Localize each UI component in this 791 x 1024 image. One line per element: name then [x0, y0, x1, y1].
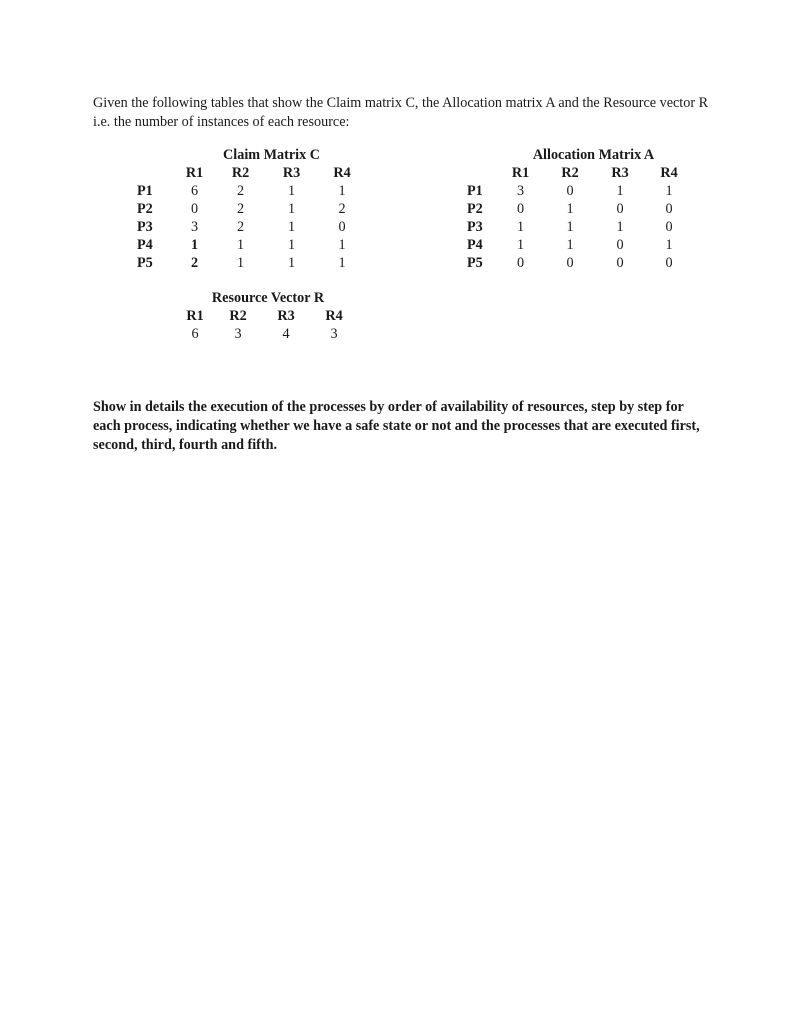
claim-col-header: R1: [185, 165, 204, 181]
claim-row: [137, 254, 368, 272]
allocation-col-header: R4: [660, 165, 678, 181]
claim-cell: 1: [287, 219, 296, 235]
allocation-row-label: P3: [467, 219, 483, 235]
allocation-row-label: P5: [467, 255, 483, 271]
allocation-cell: 1: [516, 237, 525, 253]
claim-cell: 0: [338, 219, 346, 235]
intro-paragraph: Given the following tables that show the Claim matrix C, the Allocation matrix A and the Resource vector R i.e. the number of instances of each resource:: [93, 95, 709, 130]
claim-cell: 1: [236, 237, 245, 253]
claim-cell: 2: [236, 201, 245, 217]
claim-cell: 6: [190, 183, 199, 199]
allocation-row: [467, 200, 692, 218]
allocation-cell: 1: [566, 219, 574, 235]
claim-cell: 1: [287, 183, 296, 199]
allocation-cell: 0: [516, 255, 525, 271]
allocation-col-header: R2: [561, 165, 579, 181]
resource-col-header: R2: [229, 308, 247, 324]
claim-row: [137, 182, 368, 200]
allocation-cell: 0: [616, 237, 624, 253]
allocation-cell: 0: [665, 219, 673, 235]
claim-row: [137, 236, 368, 254]
allocation-row-label: P4: [467, 237, 483, 253]
claim-cell: 1: [338, 183, 346, 199]
allocation-col-header: R3: [611, 165, 629, 181]
allocation-cell: 3: [516, 183, 525, 199]
claim-row-label: P4: [137, 237, 153, 253]
allocation-cell: 1: [516, 219, 525, 235]
allocation-row: [467, 254, 692, 272]
resource-row: [177, 325, 359, 343]
allocation-col-header: R1: [511, 165, 530, 181]
claim-col-header: R4: [333, 165, 351, 181]
resource-cell: 3: [234, 326, 242, 342]
claim-row: [137, 200, 368, 218]
claim-cell: 2: [236, 183, 245, 199]
allocation-row: [467, 236, 692, 254]
claim-cell: 1: [287, 201, 296, 217]
claim-cell: 1: [338, 237, 346, 253]
allocation-cell: 0: [566, 183, 574, 199]
claim-cell: 0: [190, 201, 199, 217]
claim-cell: 2: [190, 255, 199, 271]
claim-col-header: R2: [231, 165, 250, 181]
allocation-row: [467, 182, 692, 200]
allocation-row: [467, 218, 692, 236]
allocation-row-label: P1: [467, 183, 483, 199]
claim-cell: 2: [338, 201, 346, 217]
claim-row-label: P1: [137, 183, 153, 199]
claim-row-label: P3: [137, 219, 153, 235]
claim-row: [137, 218, 368, 236]
allocation-cell: 0: [516, 201, 525, 217]
allocation-cell: 0: [616, 201, 624, 217]
resource-col-header: R3: [277, 308, 295, 324]
allocation-cell: 1: [566, 201, 574, 217]
claim-col-header: R3: [282, 165, 301, 181]
allocation-cell: 1: [665, 183, 673, 199]
resource-col-header: R4: [325, 308, 343, 324]
resource-cell: 6: [191, 326, 199, 342]
claim-matrix-title: Claim Matrix C: [223, 147, 320, 163]
resource-col-header: R1: [186, 308, 204, 324]
allocation-matrix-table: [467, 146, 692, 272]
claim-matrix-table: [137, 146, 368, 272]
claim-cell: 3: [190, 219, 199, 235]
claim-cell: 1: [287, 237, 296, 253]
allocation-cell: 1: [665, 237, 673, 253]
allocation-cell: 1: [566, 237, 574, 253]
claim-cell: 1: [287, 255, 296, 271]
resource-cell: 3: [330, 326, 338, 342]
claim-cell: 1: [236, 255, 245, 271]
claim-row-label: P2: [137, 201, 153, 217]
resource-vector-title: Resource Vector R: [211, 290, 325, 306]
claim-cell: 2: [236, 219, 245, 235]
resource-cell: 4: [282, 326, 290, 342]
allocation-cell: 0: [616, 255, 624, 271]
allocation-cell: 1: [616, 219, 624, 235]
allocation-cell: 0: [665, 201, 673, 217]
allocation-cell: 1: [616, 183, 624, 199]
claim-cell: 1: [190, 237, 199, 253]
allocation-matrix-title: Allocation Matrix A: [532, 147, 655, 163]
task-paragraph: Show in details the execution of the processes by order of availability of resources, step by step for each process, indicating whether we have a safe state or not and the processes that are executed first, second, third, fourth and fifth.: [93, 399, 700, 453]
claim-row-label: P5: [137, 255, 153, 271]
claim-cell: 1: [338, 255, 346, 271]
resource-vector-table: [177, 289, 359, 343]
allocation-row-label: P2: [467, 201, 483, 217]
allocation-cell: 0: [566, 255, 574, 271]
allocation-cell: 0: [665, 255, 673, 271]
